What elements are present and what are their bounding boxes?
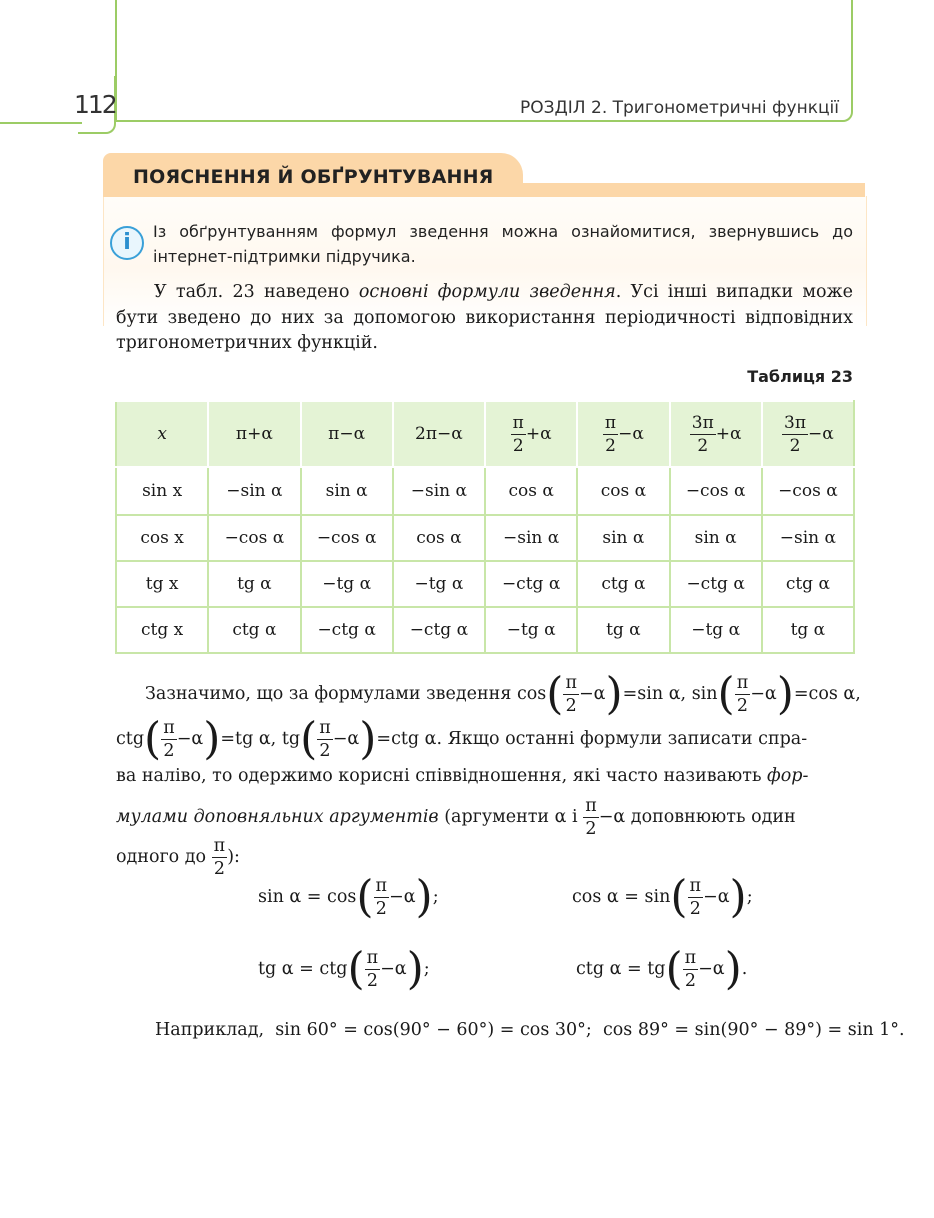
- body-text: Зазначимо, що за формулами зведення: [145, 684, 512, 704]
- identity-text: cos α = sin: [572, 887, 671, 907]
- table-cell: cos α: [577, 467, 669, 515]
- table-caption: Таблиця 23: [747, 367, 853, 386]
- table-header-cell: $\frac{\pi}{2}$ −α: [577, 401, 669, 467]
- section-title: ПОЯСНЕННЯ Й ОБҐРУНТУВАННЯ: [133, 166, 494, 188]
- table-header-cell: x: [116, 401, 208, 467]
- table-cell: tg x: [116, 561, 208, 607]
- info-icon: i: [110, 226, 144, 260]
- body-text: ва наліво, то одержимо корисні співвідношення, які часто називають: [116, 766, 768, 786]
- identity-sin: sin α = cos( $\frac{\pi}{2}$ −α);: [258, 871, 439, 923]
- table-cell: tg α: [762, 607, 854, 653]
- reduction-formula-table: [115, 400, 855, 654]
- identity-cos: cos α = sin( $\frac{\pi}{2}$ −α);: [572, 871, 753, 923]
- table-cell: sin x: [116, 467, 208, 515]
- body-emphasis: фор-: [767, 766, 809, 786]
- body-text: доповнюють один: [630, 807, 796, 827]
- table-cell: −cos α: [208, 515, 300, 561]
- table-cell: −tg α: [485, 607, 577, 653]
- chapter-title: РОЗДІЛ 2. Тригонометричні функції: [519, 98, 839, 118]
- intro-text-end: . Усі інші випадки може бути зведено до них за допомогою використання періодичності відповідних тригонометричних функцій.: [116, 282, 853, 353]
- table-cell: ctg x: [116, 607, 208, 653]
- table-row: [116, 561, 854, 607]
- identity-text: ctg α = tg: [576, 959, 666, 979]
- example-label: Наприклад,: [155, 1020, 265, 1040]
- body-line-1: Зазначимо, що за формулами зведення cos( $\frac{\pi}{2}$ −α)=sin α, sin( $\frac{\pi}{2}$ −α)=cos α,: [145, 668, 861, 720]
- identity-tg: tg α = ctg( $\frac{\pi}{2}$ −α);: [258, 943, 430, 995]
- table-header-row: [116, 401, 854, 467]
- body-line-3: [116, 766, 808, 786]
- intro-paragraph: [116, 280, 853, 357]
- identity-text: sin α = cos: [258, 887, 357, 907]
- body-text: ):: [227, 847, 240, 867]
- page-number: 112: [74, 90, 116, 119]
- table-row: [116, 607, 854, 653]
- table-cell: −cos α: [762, 467, 854, 515]
- example-text: cos 89° = sin(90° − 89°) = sin 1°.: [602, 1020, 905, 1040]
- table-cell: sin α: [670, 515, 762, 561]
- table-cell: cos x: [116, 515, 208, 561]
- table-header-cell: $\frac{\pi}{2}$ +α: [485, 401, 577, 467]
- table-cell: sin α: [577, 515, 669, 561]
- example-line: [155, 1020, 905, 1040]
- body-text: одного до: [116, 847, 207, 867]
- identity-ctg: ctg α = tg( $\frac{\pi}{2}$ −α).: [576, 943, 748, 995]
- table-cell: −ctg α: [485, 561, 577, 607]
- table-header-cell: $\frac{3\pi}{2}$ −α: [762, 401, 854, 467]
- intro-text: У табл. 23 наведено: [154, 282, 359, 302]
- table-cell: −tg α: [670, 607, 762, 653]
- table-cell: cos α: [393, 515, 485, 561]
- body-line-5: одного до $\frac{\pi}{2}$ ):: [116, 836, 240, 879]
- table-header-cell: 2π−α: [393, 401, 485, 467]
- table-cell: −ctg α: [670, 561, 762, 607]
- table-row: [116, 467, 854, 515]
- table-cell: ctg α: [577, 561, 669, 607]
- table-header-cell: $\frac{3\pi}{2}$ +α: [670, 401, 762, 467]
- table-cell: −ctg α: [301, 607, 393, 653]
- table-cell: ctg α: [208, 607, 300, 653]
- table-cell: −cos α: [301, 515, 393, 561]
- info-note: Із обґрунтуванням формул зведення можна ознайомитися, звернувшись до інтернет-підтримки підручика.: [153, 222, 853, 266]
- body-line-4: мулами доповняльних аргументів (аргументи α і $\frac{\pi}{2}$ −α доповнюють один: [116, 796, 796, 839]
- intro-emphasis: основні формули зведення: [358, 282, 616, 302]
- body-emphasis: мулами доповняльних аргументів: [116, 807, 439, 827]
- identity-text: tg α = ctg: [258, 959, 348, 979]
- table-cell: −ctg α: [393, 607, 485, 653]
- table-cell: −sin α: [762, 515, 854, 561]
- table-cell: tg α: [208, 561, 300, 607]
- header-rule: [0, 122, 82, 124]
- example-text: sin 60° = cos(90° − 60°) = cos 30°;: [275, 1020, 592, 1040]
- table-cell: −sin α: [485, 515, 577, 561]
- body-text: . Якщо останні формули записати спра-: [436, 729, 808, 749]
- table-cell: sin α: [301, 467, 393, 515]
- table-cell: ctg α: [762, 561, 854, 607]
- table-cell: −tg α: [393, 561, 485, 607]
- table-cell: −sin α: [208, 467, 300, 515]
- table-cell: −sin α: [393, 467, 485, 515]
- table-row: [116, 515, 854, 561]
- table-cell: tg α: [577, 607, 669, 653]
- table-cell: −cos α: [670, 467, 762, 515]
- table-cell: −tg α: [301, 561, 393, 607]
- body-line-2: ctg( $\frac{\pi}{2}$ −α)=tg α, tg( $\frac{\pi}{2}$ −α)=ctg α. Якщо останні формули записати спра-: [116, 713, 808, 765]
- body-text: (аргументи α і: [438, 807, 578, 827]
- table-header-cell: π−α: [301, 401, 393, 467]
- table-header-cell: π+α: [208, 401, 300, 467]
- table-cell: cos α: [485, 467, 577, 515]
